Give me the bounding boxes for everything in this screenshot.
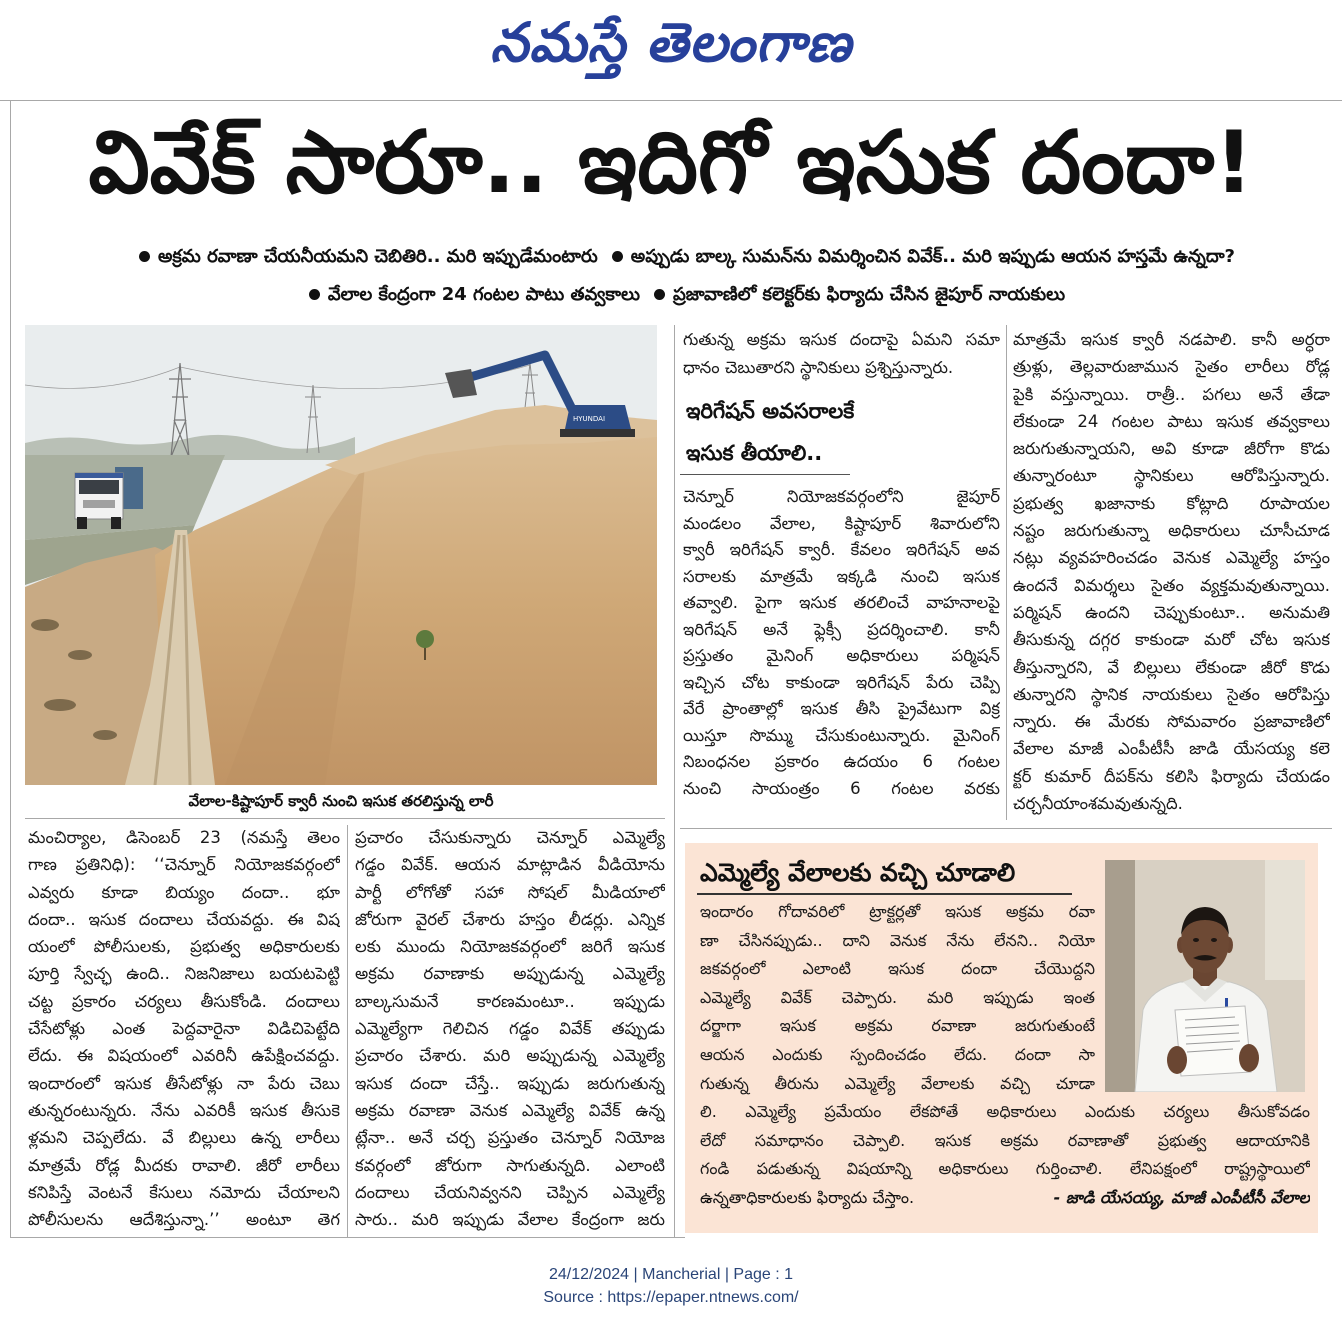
text-line: గాణ ప్రతినిధి): ‘‘చెన్నూర్ నియోజకవర్గంలో (28, 855, 340, 875)
text-line: మండలం వేలాల, కిష్టాపూర్ శివారులోని (683, 513, 1000, 533)
column-rule (674, 325, 675, 1237)
text-line: చట్ట ప్రకారం చర్యలు తీసుకోండి. దందాలు (28, 991, 340, 1011)
subhead-text: అక్రమ రవాణా చేయనీయమని చెబితిరి.. మరి ఇప్పుడేమంటారు (157, 246, 598, 267)
text-line: జోరుగా వైరల్ చేశారు హస్తం లీడర్లు. ఎన్నిక (355, 909, 665, 929)
text-line: చర్చనీయాంశమవుతున్నది. (1013, 794, 1183, 814)
text-line: మంచిర్యాల, డిసెంబర్ 23 (నమస్తే తెలం (28, 828, 340, 847)
text-line: యిస్తూ సొమ్ము చేసుకుంటున్నారు. మైనింగ్ (683, 725, 1000, 745)
text-line: క్టర్ కుమార్ దీపక్‌ను కలిసి ఫిర్యాదు చేయడం (1013, 766, 1330, 786)
text-line: న్నారు. ఈ మేరకు సోమవారం ప్రజావాణిలో (1013, 712, 1330, 732)
masthead-title: నమస్తే తెలంగాణ (490, 11, 852, 74)
eye (1193, 938, 1199, 942)
sidebar-heading: ఎమ్మెల్యే వేలాలకు వచ్చి చూడాలి (700, 858, 1016, 887)
article-column-1 (28, 824, 340, 1233)
column-rule (347, 825, 348, 1237)
text-line: దందా.. ఇసుక దందాలు చేయవద్దు. ఈ విష (28, 909, 340, 929)
text-line: ప్రభుత్వ ఖజానాకు కోట్లాది రూపాయల (1013, 493, 1330, 513)
text-line: నట్లు వ్యవహరించడం వెనుక ఎమ్మెల్యే హస్తం (1013, 548, 1330, 568)
text-line: తీస్తున్నారని, వే బిల్లులు లేకుండా జీరో కొడు (1013, 657, 1330, 677)
text-line: తవ్వాలి. పైగా ఇసుక తరలించే వాహనాలపై (683, 593, 1000, 612)
text-line: ఇరిగేషన్ అనే ఫ్లెక్సీ ప్రదర్శించాలి. కానీ (683, 619, 1000, 639)
text-line: పర్మిషన్ ఉందని చెప్పుకుంటూ.. అనుమతి (1013, 602, 1330, 622)
bullet-icon (612, 251, 623, 262)
text-line: నిబంధనల ప్రకారం ఉదయం 6 గంటల (683, 752, 1000, 771)
sidebar-closing-text: ఉన్నతాధికారులకు ఫిర్యాదు చేస్తాం. (700, 1188, 915, 1207)
subhead-text: ప్రజావాణిలో కలెక్టర్‌కు ఫిర్యాదు చేసిన జైపూర్ నాయకులు (672, 284, 1066, 305)
text-line: నష్టం జరుగుతున్నా అధికారులు చూసీచూడ (1013, 521, 1330, 541)
sidebar-text-narrow (700, 898, 1095, 1098)
article-column-2 (355, 824, 665, 1233)
text-line: ట్లేనా.. అనే చర్చ ప్రస్తుతం చెన్నూర్ నియోజ (355, 1128, 665, 1148)
text-line: తున్నారంటూ స్థానికులు ఆరోపిస్తున్నారు. (1013, 466, 1330, 486)
text-line: మాత్రమే రోడ్ల మీదకు రావాలి. జీరో లారీలు (28, 1155, 340, 1175)
text-line: క్వారీ ఇరిగేషన్ క్వారీ. కేవలం ఇరిగేషన్ అవ (683, 540, 1000, 559)
text-line: ఇచ్చిన చోట కాకుండా ఇరిగేషన్ పేరు చెప్పి (683, 672, 1000, 692)
text-line: లి. ఎమ్మెల్యే ప్రమేయం లేకపోతే అధికారులు ఎందుకు చర్యలు తీసుకోవడం (700, 1102, 1310, 1122)
text-line: లకు ముందు నియోజకవర్గంలో జరిగే ఇసుక (355, 937, 665, 957)
text-line: వేరే ప్రాంతాల్లో ఇసుక తీసి ప్రైవేటుగా విక్ర (683, 699, 1000, 718)
headline: వివేక్ సారూ.. ఇదిగో ఇసుక దందా! (88, 113, 1254, 213)
sidebar-text-wide (700, 1098, 1310, 1184)
sidebar-attribution: - జాడి యేసయ్య, మాజీ ఎంపీటీసీ వేలాల (1053, 1188, 1310, 1207)
text-line: చేసేటోళ్లు ఎంత పెద్దవారైనా విడిచిపెట్టేది (28, 1019, 340, 1039)
text-line: దందాలు చేయనివ్వనని చెప్పిన ఎమ్మెల్యే (355, 1182, 665, 1202)
subhead-text: వేలాల కేంద్రంగా 24 గంటల పాటు తవ్వకాలు (327, 284, 640, 305)
text-line: గడ్డం వివేక్. ఆయన మాట్లాడిన వీడియోను (355, 855, 665, 875)
text-line: ఇందారంలో ఇసుక తీసేటోళ్లు నా పేరు చెబు (28, 1073, 340, 1093)
bullet-icon (309, 289, 320, 300)
frame-bottom-rule (10, 1237, 685, 1238)
bullet-icon (654, 289, 665, 300)
subhead-row-2 (50, 279, 1310, 311)
text-line: తున్నారని స్థానిక నాయకులు సైతం ఆరోపిస్తు (1013, 684, 1330, 704)
text-line: కవర్గంలో జోరుగా సాగుతున్నది. ఎలాంటి (355, 1155, 665, 1175)
text-line: దర్జాగా ఇసుక అక్రమ రవాణా జరుగుతుంటే (700, 1016, 1095, 1036)
text-line: ఎవ్వరు కూడా బియ్యం దందా.. భూ (28, 882, 340, 902)
text-line: పోలీసులను ఆదేశిస్తున్నా.’’ అంటూ తెగ (28, 1210, 340, 1230)
text-line: ఇందారం గోదావరిలో ట్రాక్టర్లతో ఇసుక అక్రమ రవా (700, 902, 1095, 921)
text-line: తీసుకున్న దగ్గర కాకుండా మరో చోట ఇసుక (1013, 630, 1330, 650)
text-line: గండి పడుతున్న విషయాన్ని అధికారులు గుర్తించాలి. లేనిపక్షంలో రాష్ట్రస్థాయిలో (700, 1159, 1310, 1179)
text-line: ణా చేసినప్పుడు.. దాని వెనుక నేను లేనని.. నియో (700, 930, 1095, 950)
photo-sand-quarry (25, 325, 657, 785)
text-line: ఎమ్మెల్యేగా గెలిచిన గడ్డం వివేక్ తప్పుడు (355, 1019, 665, 1039)
subhead-row-1 (50, 241, 1310, 273)
article-column-3-body (683, 484, 1000, 802)
text-line: ప్రస్తుతం మైనింగ్ అధికారులు పర్మిషన్ (683, 646, 1000, 665)
footer-source-line: Source : https://epaper.ntnews.com/ (543, 1289, 799, 1306)
text-line: సారు.. మరి ఇప్పుడు వేలాల కేంద్రంగా జరు (355, 1210, 665, 1230)
subhead-text: అప్పుడు బాల్క సుమన్‌ను విమర్శించిన వివేక్.. మరి ఇప్పుడు ఆయన హస్తమే ఉన్నదా? (630, 246, 1236, 267)
text-line: జకవర్గంలో ఎలాంటి ఇసుక దందా చేయొద్దని (700, 959, 1095, 979)
bullet-icon (139, 251, 150, 262)
footer-date-line: 24/12/2024 | Mancherial | Page : 1 (548, 1266, 794, 1283)
text-line: ప్రచారం చేశారు. మరి అప్పుడున్న ఎమ్మెల్యే (355, 1046, 665, 1066)
section-subheading-line-2: ఇసుక తీయాలి.. (686, 441, 823, 465)
text-line: సరాలకు మాత్రమే ఇక్కడి నుంచి ఇసుక (683, 566, 1000, 586)
photo-caption: వేలాల-కిష్టాపూర్ క్వారీ నుంచి ఇసుక తరలిస్తున్న లారీ (188, 792, 494, 810)
text-line: ధానం చెబుతారని స్థానికులు ప్రశ్నిస్తున్నారు. (683, 358, 954, 377)
text-line: పైకి వస్తున్నాయి. రాత్రీ.. పగలు అనే తేడా (1013, 384, 1330, 404)
subheading-rule (680, 474, 850, 475)
sidebar-heading-rule (697, 893, 1072, 895)
photo-doorway (1105, 860, 1135, 1092)
text-line: త్రుళ్లు, తెల్లవారుజామున సైతం లారీలు రోడ్ల (1013, 357, 1330, 377)
section-rule (680, 828, 1332, 829)
article-column-4 (1013, 326, 1330, 817)
photo-wall-light (1265, 860, 1305, 980)
photo-jadi-yesayya (1105, 860, 1305, 1092)
text-line: పూర్తి స్వేచ్ఛ ఉంది.. నిజనిజాలు బయటపెట్టి (28, 964, 340, 984)
text-line: నుంచి సాయంత్రం 6 గంటల వరకు (683, 778, 1000, 798)
text-line: తున్నరంటున్నరు. నేను ఎవరికీ ఇసుక తీసుకె (28, 1100, 340, 1120)
left-hand (1167, 1046, 1187, 1074)
text-line: లేదు. ఈ విషయంలో ఎవరినీ ఉపేక్షించవద్దు. (28, 1046, 340, 1066)
text-line: లేకుండా 24 గంటల పాటు ఇసుక తవ్వకాలు (1013, 411, 1330, 431)
right-hand (1239, 1044, 1259, 1072)
text-line: గుతున్న తీరును ఎమ్మెల్యే వేలాలకు వచ్చి చూడా (700, 1073, 1095, 1093)
section-subheading-line-1: ఇరిగేషన్ అవసరాలకే (686, 399, 855, 423)
text-line: యంలో పోలీసులకు, ప్రభుత్వ అధికారులకు (28, 937, 340, 957)
text-line: ఇసుక దందా చేస్తే.. ఇప్పుడు జరుగుతున్న (355, 1073, 665, 1093)
sidebar-closing-line (700, 1184, 1310, 1213)
text-line: మాత్రమే ఇసుక క్వారీ నడపాలి. కానీ అర్ధరా (1013, 330, 1330, 349)
text-line: గుతున్న అక్రమ ఇసుక దందాపై ఏమని సమా (683, 330, 1000, 349)
text-line: అక్రమ రవాణాకు అప్పుడున్న ఎమ్మెల్యే (355, 964, 665, 984)
text-line: అక్రమ రవాణా వెనుక ఎమ్మెల్యే వివేక్ ఉన్న (355, 1100, 665, 1120)
text-line: కనిపిస్తే వెంటనే కేసులు నమోదు చేయాలని (28, 1182, 340, 1202)
text-line: చెన్నూర్ నియోజకవర్గంలోని జైపూర్ (683, 487, 1000, 506)
frame-left-rule (10, 100, 11, 1237)
eye (1211, 938, 1217, 942)
text-line: లేదో సమాధానం చెప్పాలి. ఇసుక అక్రమ రవాణాతో ప్రభుత్వ ఆదాయానికి (700, 1130, 1310, 1150)
text-line: ఉందనే విమర్శలు సైతం వ్యక్తమవుతున్నాయి. (1013, 575, 1330, 595)
text-line: పార్టీ లోగోతో సహా సోషల్ మీడియాలో (355, 882, 665, 902)
column-rule (1006, 325, 1007, 820)
text-line: ప్రచారం చేసుకున్నారు చెన్నూర్ ఎమ్మెల్యే (355, 828, 665, 847)
text-line: బాల్కసుమనే కారణమంటూ.. ఇప్పుడు (355, 991, 665, 1011)
masthead-rule (0, 100, 1342, 101)
caption-rule (25, 818, 665, 819)
text-line: ఆయన ఎందుకు స్పందించడం లేదు. దందా సా (700, 1044, 1095, 1064)
text-line: ఎమ్మెల్యే వివేక్ చెప్పారు. మరి ఇప్పుడు ఇంత (700, 987, 1095, 1007)
article-column-3-top (683, 326, 1000, 382)
text-line: ళ్లమని చెప్పలేదు. వే బిల్లులు ఉన్న లారీలు (28, 1128, 340, 1148)
text-line: వేలాల మాజీ ఎంపీటీసీ జాడి యేసయ్య కలె (1013, 739, 1330, 759)
text-line: జరుగుతున్నాయని, అవి కూడా జీరోగా కొడు (1013, 439, 1330, 459)
excavator-label: HYUNDAI (573, 415, 606, 423)
